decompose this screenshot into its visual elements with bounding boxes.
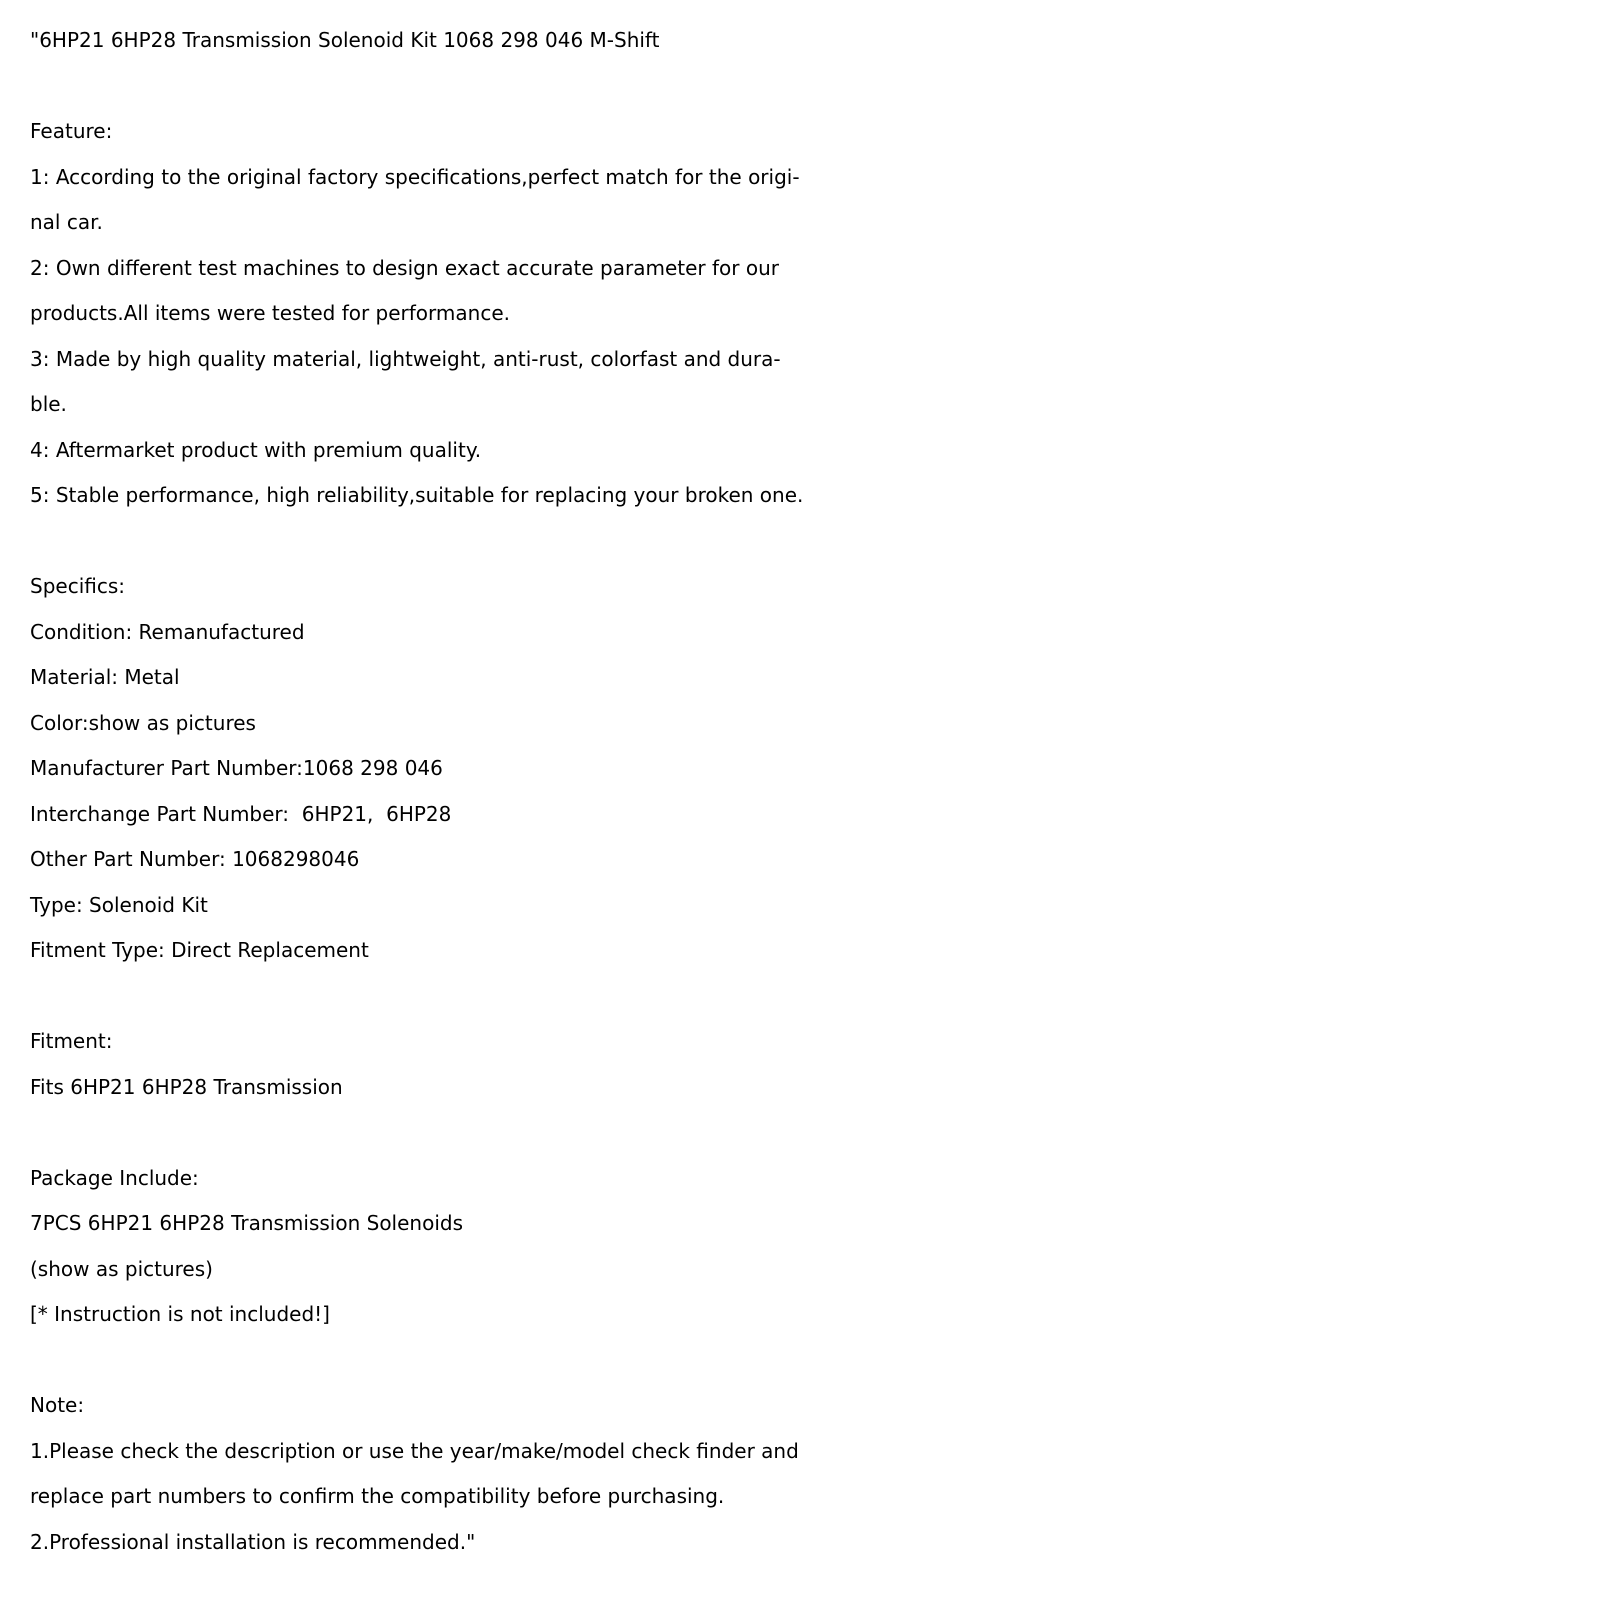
spacer: [30, 1110, 1590, 1156]
spacer: [30, 974, 1590, 1020]
feature-line: products.All items were tested for performance.: [30, 301, 510, 325]
note-line: 2.Professional installation is recommended.": [30, 1529, 476, 1554]
fitment-line: Fits 6HP21 6HP28 Transmission: [30, 1074, 343, 1099]
product-title: "6HP21 6HP28 Transmission Solenoid Kit 1068 298 046 M-Shift: [30, 28, 660, 52]
feature-line: 1: According to the original factory specifications,perfect match for the origi-: [30, 164, 800, 189]
note-line: 1.Please check the description or use the year/make/model check finder and: [30, 1438, 799, 1463]
specifics-line: Interchange Part Number: 6HP21, 6HP28: [30, 801, 452, 826]
feature-line: ble.: [30, 392, 67, 416]
feature-line: 5: Stable performance, high reliability,suitable for replacing your broken one.: [30, 483, 804, 507]
specifics-line: Manufacturer Part Number:1068 298 046: [30, 756, 443, 780]
package-section: [30, 1156, 1590, 1338]
specifics-line: Condition: Remanufactured: [30, 619, 305, 644]
spacer: [30, 64, 1590, 110]
feature-line: 3: Made by high quality material, lightweight, anti-rust, colorfast and dura-: [30, 346, 781, 371]
package-line: 7PCS 6HP21 6HP28 Transmission Solenoids: [30, 1211, 463, 1235]
specifics-line: Color:show as pictures: [30, 710, 256, 735]
spacer: [30, 1338, 1590, 1384]
feature-line: 2: Own different test machines to design exact accurate parameter for our: [30, 255, 779, 280]
product-description: [30, 18, 1590, 1565]
package-line: [* Instruction is not included!]: [30, 1302, 330, 1326]
feature-line: 4: Aftermarket product with premium quality.: [30, 437, 482, 462]
specifics-section: [30, 564, 1590, 974]
specifics-line: Fitment Type: Direct Replacement: [30, 938, 369, 962]
feature-heading: Feature:: [30, 119, 113, 143]
spacer: [30, 519, 1590, 565]
fitment-heading: Fitment:: [30, 1029, 113, 1053]
note-heading: Note:: [30, 1393, 85, 1417]
specifics-line: Type: Solenoid Kit: [30, 892, 208, 917]
feature-section: [30, 109, 1590, 519]
package-heading: Package Include:: [30, 1165, 199, 1190]
package-line: (show as pictures): [30, 1256, 213, 1281]
feature-line: nal car.: [30, 210, 103, 234]
fitment-section: [30, 1019, 1590, 1110]
specifics-line: Material: Metal: [30, 665, 180, 689]
specifics-line: Other Part Number: 1068298046: [30, 847, 360, 871]
specifics-heading: Specifics:: [30, 574, 125, 598]
note-line: replace part numbers to confirm the compatibility before purchasing.: [30, 1484, 725, 1508]
note-section: [30, 1383, 1590, 1565]
